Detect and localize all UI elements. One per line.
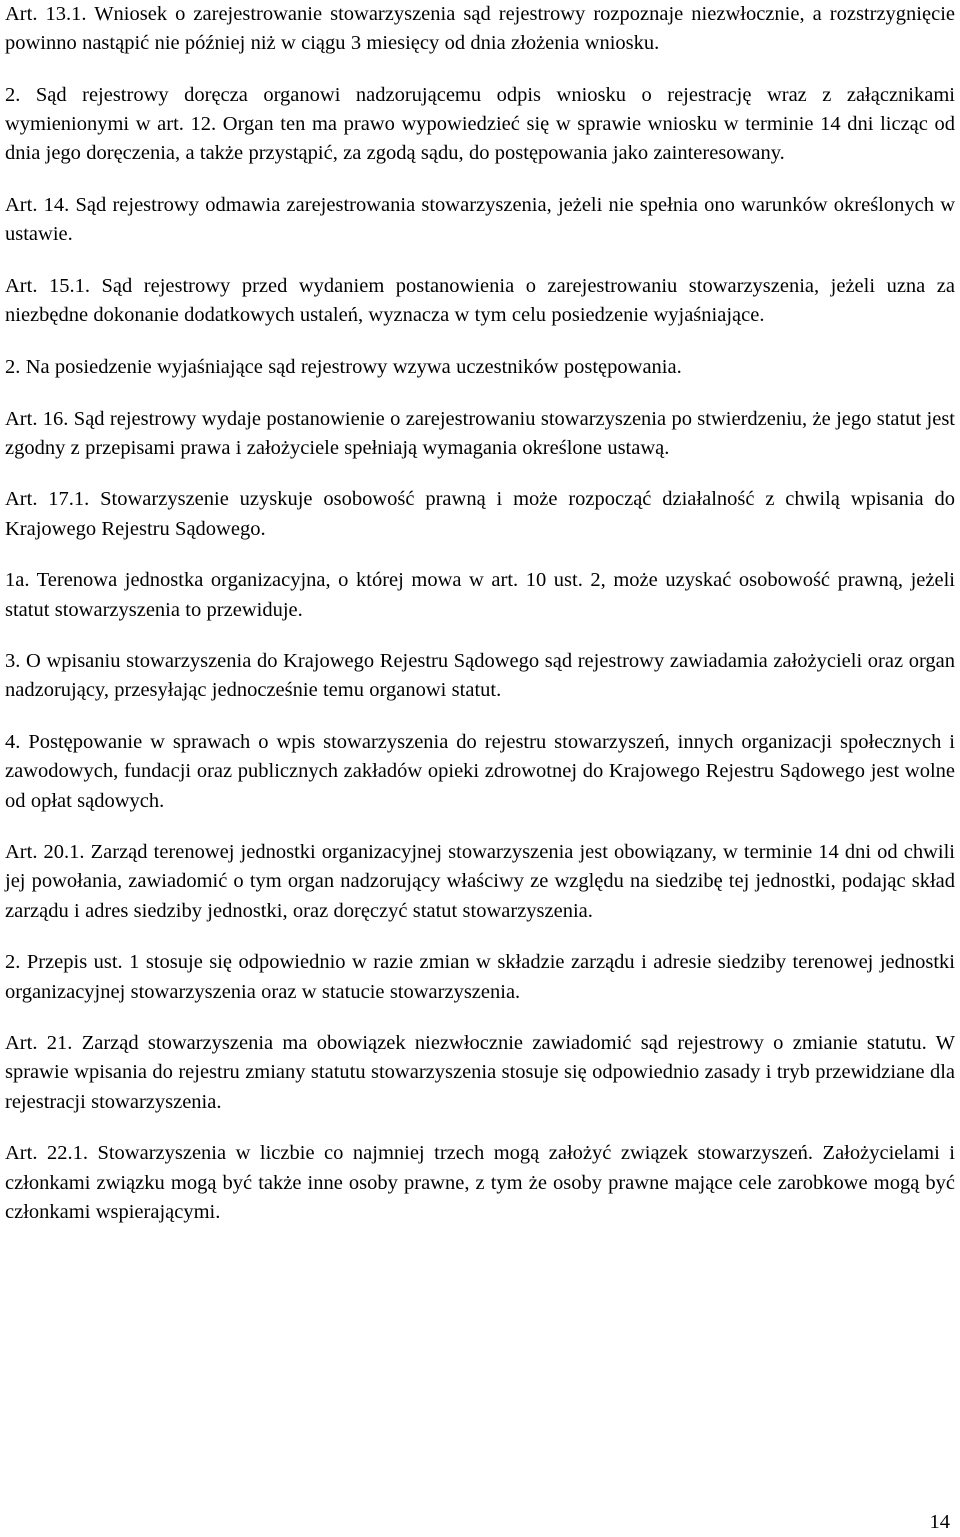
paragraph-art-17-4: 4. Postępowanie w sprawach o wpis stowarzyszenia do rejestru stowarzyszeń, innych organizacji społecznych i zawodowych, fundacji oraz publicznych zakładów opieki zdrowotnej do Krajowego Rejestru Sądowego jest wolne od opłat sądowych. [5, 731, 955, 812]
paragraph-art-13-2: 2. Sąd rejestrowy doręcza organowi nadzorującemu odpis wniosku o rejestrację wraz z załącznikami wymienionymi w art. 12. Organ ten ma prawo wypowiedzieć się w sprawie wniosku w terminie 14 dni licząc od dnia jego doręczenia, a także przystąpić, za zgodą sądu, do postępowania jako zainteresowany. [5, 83, 955, 165]
paragraph-art-21: Art. 21. Zarząd stowarzyszenia ma obowiązek niezwłocznie zawiadomić sąd rejestrowy o zmianie statutu. W sprawie wpisania do rejestru zmiany statutu stowarzyszenia stosuje się odpowiednio zasady i tryb przewidziane dla rejestracji stowarzyszenia. [5, 1032, 955, 1113]
paragraph-art-14: Art. 14. Sąd rejestrowy odmawia zarejestrowania stowarzyszenia, jeżeli nie spełnia ono warunków określonych w ustawie. [5, 194, 955, 246]
paragraph-art-15-2: 2. Na posiedzenie wyjaśniające sąd rejestrowy wzywa uczestników postępowania. [5, 355, 682, 378]
paragraph-art-20-1: Art. 20.1. Zarząd terenowej jednostki organizacyjnej stowarzyszenia jest obowiązany, w terminie 14 dni od chwili jej powołania, zawiadomić o tym organ nadzorujący właściwy ze względu na siedzibę tej jednostki, podając skład zarządu i adres siedziby jednostki, oraz doręczyć statut stowarzyszenia. [5, 841, 955, 922]
paragraph-art-20-2: 2. Przepis ust. 1 stosuje się odpowiednio w razie zmian w składzie zarządu i adresie siedziby terenowej jednostki organizacyjnej stowarzyszenia oraz w statucie stowarzyszenia. [5, 951, 955, 1003]
paragraph-art-22-1: Art. 22.1. Stowarzyszenia w liczbie co najmniej trzech mogą założyć związek stowarzyszeń. Założycielami i członkami związku mogą być także inne osoby prawne, z tym że osoby prawne mające cele zarobkowe mogą być członkami wspierającymi. [5, 1142, 955, 1223]
paragraph-art-17-1: Art. 17.1. Stowarzyszenie uzyskuje osobowość prawną i może rozpocząć działalność z chwilą wpisania do Krajowego Rejestru Sądowego. [5, 488, 955, 540]
paragraph-art-17-1a: 1a. Terenowa jednostka organizacyjna, o której mowa w art. 10 ust. 2, może uzyskać osobowość prawną, jeżeli statut stowarzyszenia to przewiduje. [5, 569, 955, 621]
document-body [5, 0, 955, 1227]
page-number: 14 [929, 1511, 950, 1533]
paragraph-art-13-1: Art. 13.1. Wniosek o zarejestrowanie stowarzyszenia sąd rejestrowy rozpoznaje niezwłocznie, a rozstrzygnięcie powinno nastąpić nie później niż w ciągu 3 miesięcy od dnia złożenia wniosku. [5, 3, 955, 55]
paragraph-art-16: Art. 16. Sąd rejestrowy wydaje postanowienie o zarejestrowaniu stowarzyszenia po stwierdzeniu, że jego statut jest zgodny z przepisami prawa i założyciele spełniają wymagania określone ustawą. [5, 407, 955, 459]
document-page [5, 0, 955, 1537]
paragraph-art-17-3: 3. O wpisaniu stowarzyszenia do Krajowego Rejestru Sądowego sąd rejestrowy zawiadamia założycieli oraz organ nadzorujący, przesyłając jednocześnie temu organowi statut. [5, 650, 955, 702]
paragraph-art-15-1: Art. 15.1. Sąd rejestrowy przed wydaniem postanowienia o zarejestrowaniu stowarzyszenia, jeżeli uzna za niezbędne dokonanie dodatkowych ustaleń, wyznacza w tym celu posiedzenie wyjaśniające. [5, 274, 955, 327]
